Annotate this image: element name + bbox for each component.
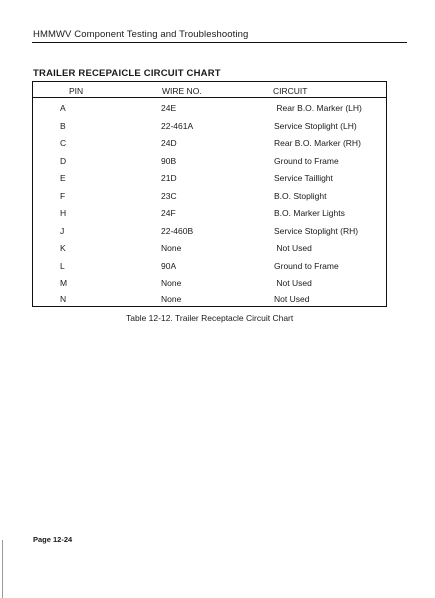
wire-cell: 23C [161,190,177,201]
table-row [33,173,386,190]
circuit-cell: B.O. Stoplight [274,190,327,201]
pin-cell: F [60,190,66,201]
wire-cell: None [161,243,182,253]
circuit-cell: Service Stoplight (RH) [274,225,359,236]
table-caption: Table 12-12. Trailer Receptacle Circuit Chart [126,313,294,323]
circuit-cell: Service Taillight [274,173,333,183]
table-row [33,261,386,278]
pin-cell: J [60,225,65,236]
table-row [33,103,386,120]
wire-cell: 90A [161,260,177,271]
circuit-cell: Not Used [274,243,312,253]
wire-cell: None [161,278,182,288]
pin-cell: M [60,278,68,288]
page-number: Page 12-24 [33,535,73,544]
wire-cell: 24D [161,138,177,148]
circuit-cell: B.O. Marker Lights [274,208,345,218]
circuit-cell: Not Used [274,278,312,288]
header-divider [33,97,386,98]
table-row [33,121,386,138]
column-header-pin: PIN [69,86,84,96]
chart-heading: TRAILER RECEPAICLE CIRCUIT CHART [33,68,221,79]
pin-cell: C [60,138,67,148]
circuit-table [32,81,387,307]
table-row [33,226,386,243]
scan-edge-line [2,540,3,598]
wire-cell: 24E [161,103,177,113]
pin-cell: K [60,243,66,253]
circuit-cell: Ground to Frame [274,155,339,166]
header-title: HMMWV Component Testing and Troubleshooting [33,29,249,40]
table-row [33,278,386,295]
table-row [33,138,386,155]
pin-cell: L [60,260,65,271]
table-row [33,243,386,260]
wire-cell: 90B [161,155,177,166]
pin-cell: A [60,103,66,113]
table-row [33,294,386,311]
wire-cell: 22-460B [161,225,194,236]
wire-cell: None [161,294,182,304]
column-header-circuit: CIRCUIT [273,86,308,96]
table-row [33,191,386,208]
pin-cell: B [60,120,66,131]
column-header-wire: WIRE NO. [162,86,202,96]
pin-cell: D [60,155,67,166]
circuit-cell: Service Stoplight (LH) [274,120,357,131]
circuit-cell: Rear B.O. Marker (LH) [274,103,362,113]
wire-cell: 21D [161,173,177,183]
circuit-cell: Not Used [274,294,310,304]
pin-cell: E [60,173,66,183]
pin-cell: N [60,294,67,304]
wire-cell: 24F [161,208,176,218]
circuit-cell: Ground to Frame [274,260,339,271]
wire-cell: 22-461A [161,120,194,131]
table-row [33,208,386,225]
pin-cell: H [60,208,67,218]
circuit-cell: Rear B.O. Marker (RH) [274,138,361,148]
table-row [33,156,386,173]
header-rule [32,42,407,43]
